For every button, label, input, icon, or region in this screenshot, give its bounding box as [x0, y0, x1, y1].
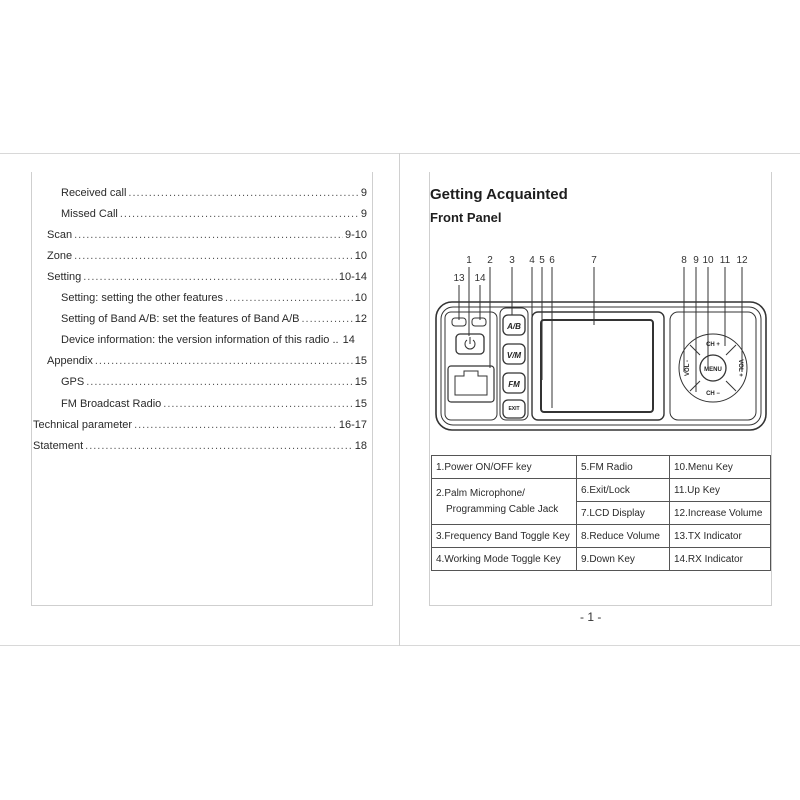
table-cell: 9.Down Key — [577, 548, 670, 571]
toc-entry-label: Setting: setting the other features — [61, 292, 224, 304]
callout-6: 6 — [549, 255, 555, 266]
toc-entry-label: Received call — [61, 187, 127, 199]
toc-entry-page: 12 — [354, 313, 367, 325]
fm-key-label: FM — [508, 380, 520, 389]
table-cell: 14.RX Indicator — [670, 548, 771, 571]
table-cell: 13.TX Indicator — [670, 525, 771, 548]
callout-4: 4 — [529, 255, 535, 266]
callout-9: 9 — [693, 255, 699, 266]
toc-entry-label: Missed Call — [61, 208, 118, 220]
toc-entry-label: GPS — [61, 376, 85, 388]
table-cell: 4.Working Mode Toggle Key — [432, 548, 577, 571]
vm-key-label: V/M — [506, 351, 522, 360]
table-cell: 10.Menu Key — [670, 456, 771, 479]
toc-entry-label: Technical parameter — [33, 419, 133, 431]
vol-down-label: VOL - — [685, 360, 691, 376]
menu-key-label: MENU — [704, 367, 722, 373]
table-cell: 1.Power ON/OFF key — [432, 456, 577, 479]
callout-2: 2 — [487, 255, 493, 266]
toc-entry-page: 10 — [354, 292, 367, 304]
callout-10: 10 — [702, 255, 714, 266]
table-cell: 8.Reduce Volume — [577, 525, 670, 548]
page-number: - 1 - — [580, 610, 602, 624]
toc-entry-page: 15 — [354, 376, 367, 388]
ch-down-label: CH − — [706, 391, 720, 397]
table-row — [432, 525, 771, 548]
callout-14: 14 — [474, 273, 486, 284]
callout-7: 7 — [591, 255, 597, 266]
toc-entry-label: Device information: the version information of this radio .. — [61, 334, 339, 346]
toc-entry-page: 9-10 — [344, 229, 367, 241]
callout-3: 3 — [509, 255, 515, 266]
toc-entry-label: Statement — [33, 440, 84, 452]
page-title: Getting Acquainted — [430, 186, 568, 203]
table-cell: 6.Exit/Lock — [577, 479, 670, 502]
toc-entry-label: Setting — [47, 271, 82, 283]
callout-8: 8 — [681, 255, 687, 266]
cell-line: 2.Palm Microphone/ — [436, 487, 525, 499]
toc-entry-page: 10 — [354, 250, 367, 262]
toc-entry-label: Setting of Band A/B: set the features of Band A/B — [61, 313, 300, 325]
toc-entry-page: 9 — [360, 187, 367, 199]
table-cell: 7.LCD Display — [577, 502, 670, 525]
toc-entry-page: 15 — [354, 355, 367, 367]
section-subtitle: Front Panel — [430, 210, 502, 225]
toc-entry-label: Zone — [47, 250, 73, 262]
table-row — [432, 548, 771, 571]
cell-line: Programming Cable Jack — [446, 503, 559, 515]
toc-entry-page: 15 — [354, 398, 367, 410]
table-row — [432, 479, 771, 502]
toc-entry-page: 18 — [354, 440, 367, 452]
toc-entry-label: FM Broadcast Radio — [61, 398, 162, 410]
exit-key-label: EXIT — [508, 406, 520, 412]
toc-entry-label: Scan — [47, 229, 73, 241]
table-cell-two-line — [432, 479, 577, 525]
ch-up-label: CH + — [706, 342, 720, 348]
table-cell: 12.Increase Volume — [670, 502, 771, 525]
vol-up-label: VOL + — [737, 359, 743, 377]
toc-entry-page: 10-14 — [338, 271, 367, 283]
callout-11: 11 — [719, 255, 731, 266]
key-legend-table — [431, 455, 771, 571]
callout-5: 5 — [539, 255, 545, 266]
callout-1: 1 — [466, 255, 472, 266]
toc-entry-page: 16-17 — [338, 419, 367, 431]
toc-entry-page: 9 — [360, 208, 367, 220]
toc-entry-page: 14 — [342, 334, 355, 346]
callout-12: 12 — [736, 255, 748, 266]
table-row — [432, 456, 771, 479]
table-cell: 5.FM Radio — [577, 456, 670, 479]
callout-13: 13 — [453, 273, 465, 284]
table-cell: 3.Frequency Band Toggle Key — [432, 525, 577, 548]
toc-entry-label: Appendix — [47, 355, 93, 367]
ab-key-label: A/B — [507, 322, 521, 331]
table-cell: 11.Up Key — [670, 479, 771, 502]
